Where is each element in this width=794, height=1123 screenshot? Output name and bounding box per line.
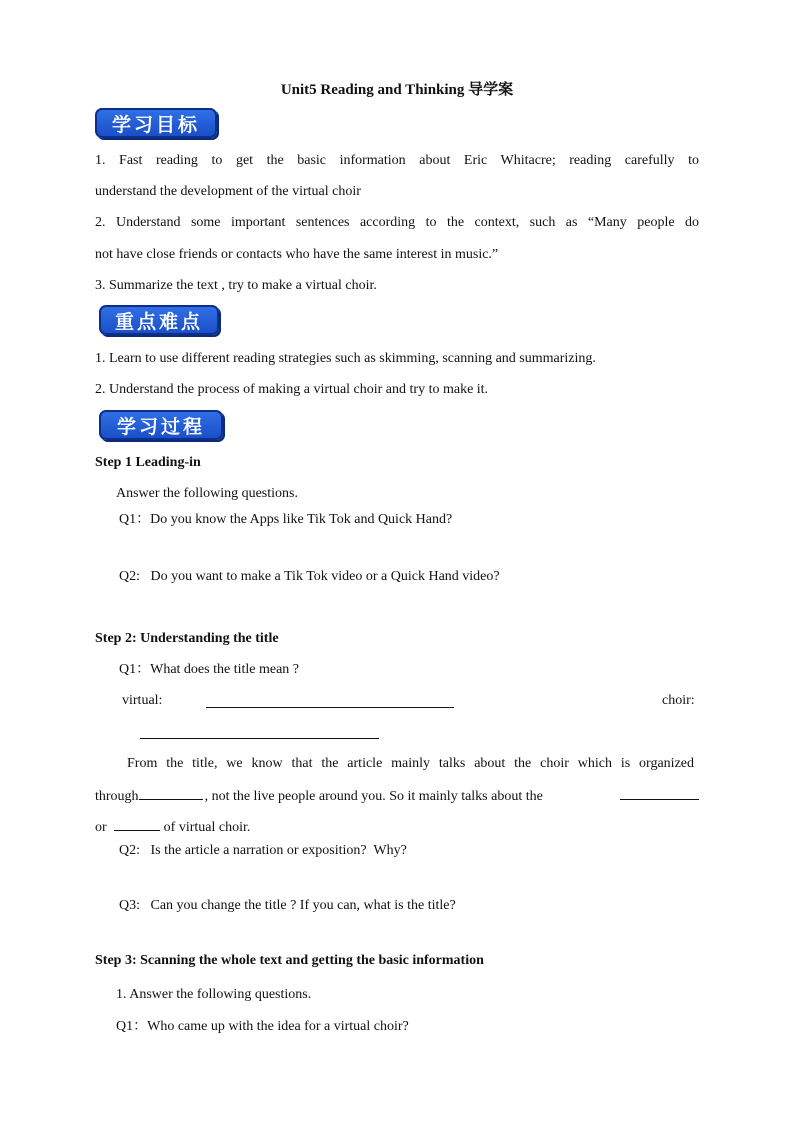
- step3-heading: Step 3: Scanning the whole text and getting the basic information: [95, 953, 484, 968]
- title-paragraph-line-2: [95, 786, 699, 806]
- objective-2-line-1: 2. Understand some important sentences according to the context, such as “Many people do: [95, 215, 699, 230]
- paragraph-line-2-middle: , not the live people around you. So it mainly talks about the: [204, 789, 543, 804]
- step2-question-3: Q3: Can you change the title ? If you can, what is the title?: [119, 898, 456, 913]
- blank-or[interactable]: [114, 817, 160, 831]
- title-paragraph-line-3: [95, 817, 250, 837]
- virtual-answer-line[interactable]: [206, 707, 454, 708]
- step2-heading: Step 2: Understanding the title: [95, 631, 279, 646]
- step3-instruction: 1. Answer the following questions.: [116, 987, 312, 1002]
- section-badge-key-points: 重点难点: [99, 305, 219, 335]
- section-badge-objectives: 学习目标: [95, 108, 217, 138]
- section-badge-process: 学习过程: [99, 410, 223, 440]
- paragraph-word-or: or: [95, 820, 107, 835]
- virtual-label: virtual:: [122, 693, 163, 708]
- paragraph-line-3-end: of virtual choir.: [163, 820, 251, 835]
- step1-heading: Step 1 Leading-in: [95, 455, 201, 470]
- step1-instruction: Answer the following questions.: [116, 486, 298, 501]
- choir-answer-line[interactable]: [140, 738, 379, 739]
- choir-label: choir:: [662, 693, 695, 708]
- title-paragraph-line-1: From the title, we know that the article mainly talks about the choir which is organized: [127, 756, 694, 771]
- blank-through[interactable]: [139, 786, 203, 800]
- step2-question-2: Q2: Is the article a narration or exposition? Why?: [119, 843, 407, 858]
- document-title: Unit5 Reading and Thinking 导学案: [280, 82, 514, 98]
- paragraph-word-through: through: [95, 789, 139, 804]
- objective-2-line-2: not have close friends or contacts who have the same interest in music.”: [95, 247, 499, 262]
- step1-question-2: Q2: Do you want to make a Tik Tok video or a Quick Hand video?: [119, 569, 500, 584]
- step1-question-1: Q1：Do you know the Apps like Tik Tok and Quick Hand?: [119, 512, 453, 527]
- blank-mainly-talks[interactable]: [620, 786, 699, 800]
- step2-question-1: Q1：What does the title mean ?: [119, 662, 299, 677]
- objective-1-line-1: 1. Fast reading to get the basic information about Eric Whitacre; reading carefully to: [95, 153, 699, 168]
- objective-1-line-2: understand the development of the virtual choir: [95, 184, 361, 199]
- key-point-2: 2. Understand the process of making a virtual choir and try to make it.: [95, 382, 489, 397]
- step3-question-1: Q1：Who came up with the idea for a virtual choir?: [116, 1019, 409, 1034]
- key-point-1: 1. Learn to use different reading strategies such as skimming, scanning and summarizing.: [95, 351, 596, 366]
- objective-3: 3. Summarize the text , try to make a virtual choir.: [95, 278, 377, 293]
